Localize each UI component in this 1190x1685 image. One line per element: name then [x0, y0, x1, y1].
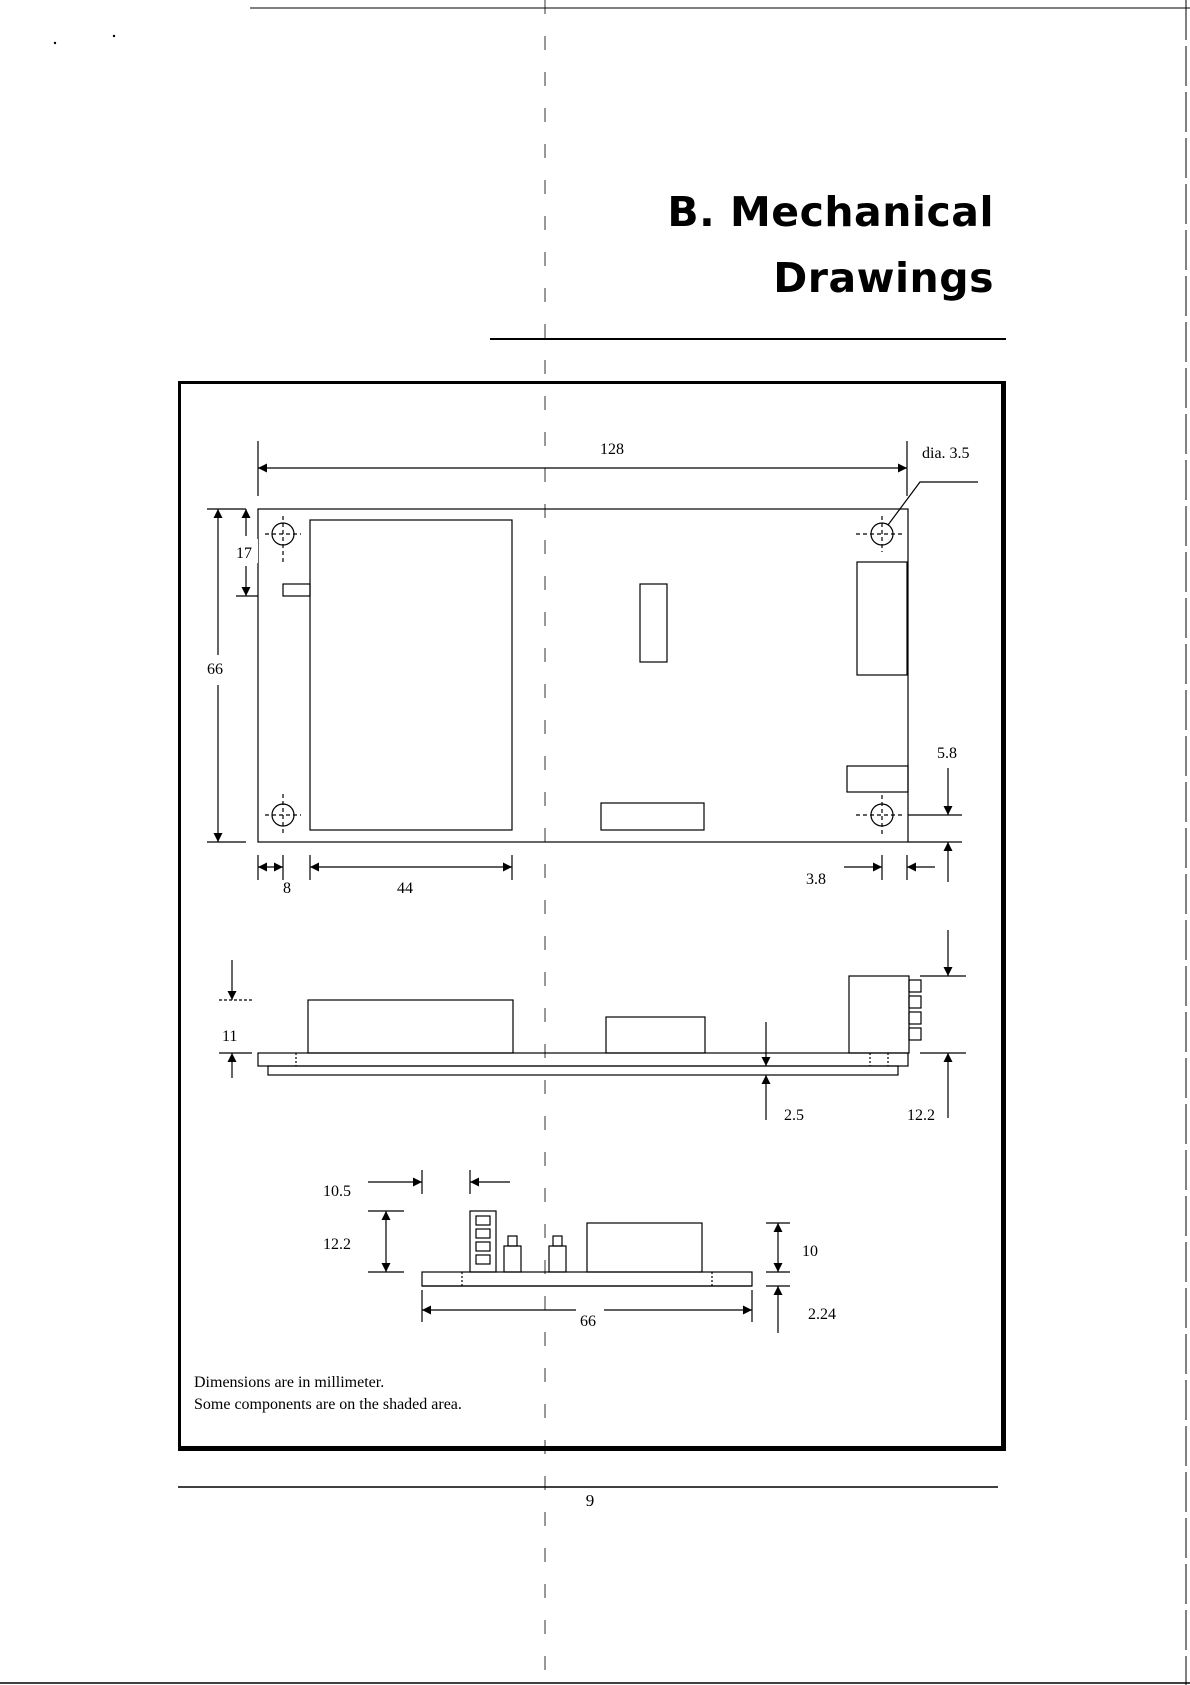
board-end	[422, 1272, 752, 1286]
dim-component-height: 10	[802, 1243, 818, 1260]
dim-hole-offset-right: 3.8	[806, 871, 826, 888]
dim-connector-height: 12.2	[907, 1107, 935, 1124]
board-side-underlay	[268, 1066, 898, 1075]
mounting-hole	[856, 795, 902, 834]
dim-board-width: 66	[207, 661, 223, 678]
chip-side	[606, 1017, 705, 1053]
dim-end-connector-height: 12.2	[323, 1236, 351, 1253]
dim-end-board-thickness: 2.24	[808, 1306, 836, 1323]
dim-side-height: 11	[222, 1028, 238, 1045]
dim-hole-offset-top: 17	[236, 545, 252, 562]
component-end	[587, 1223, 702, 1272]
dim-board-thickness: 2.5	[784, 1107, 804, 1124]
page-title-line2: Drawings	[773, 254, 994, 302]
side-connector	[847, 766, 908, 792]
note-units: Dimensions are in millimeter.	[194, 1374, 385, 1391]
board-side	[258, 1053, 908, 1066]
page-title-line1: B. Mechanical	[667, 188, 994, 236]
pin-header	[857, 562, 907, 675]
mounting-hole	[265, 794, 301, 834]
large-component-side	[308, 1000, 513, 1053]
small-connector	[283, 584, 310, 596]
connector-side	[849, 976, 909, 1053]
chip-component	[640, 584, 667, 662]
large-component	[310, 520, 512, 830]
mounting-hole	[265, 516, 301, 562]
board-outline-top	[258, 509, 908, 842]
dim-component-width: 44	[397, 880, 413, 897]
dim-board-length: 128	[600, 441, 624, 458]
mounting-hole	[856, 516, 902, 552]
dim-hole-offset-left: 8	[283, 880, 291, 897]
dim-hole-offset-bottom: 5.8	[937, 745, 957, 762]
page-number: 9	[585, 1491, 595, 1510]
dim-connector-offset: 10.5	[323, 1183, 351, 1200]
note-shaded-area: Some components are on the shaded area.	[194, 1396, 462, 1413]
dim-hole-diameter: dia. 3.5	[922, 445, 970, 462]
dim-end-board-width: 66	[580, 1313, 596, 1330]
bottom-connector	[601, 803, 704, 830]
